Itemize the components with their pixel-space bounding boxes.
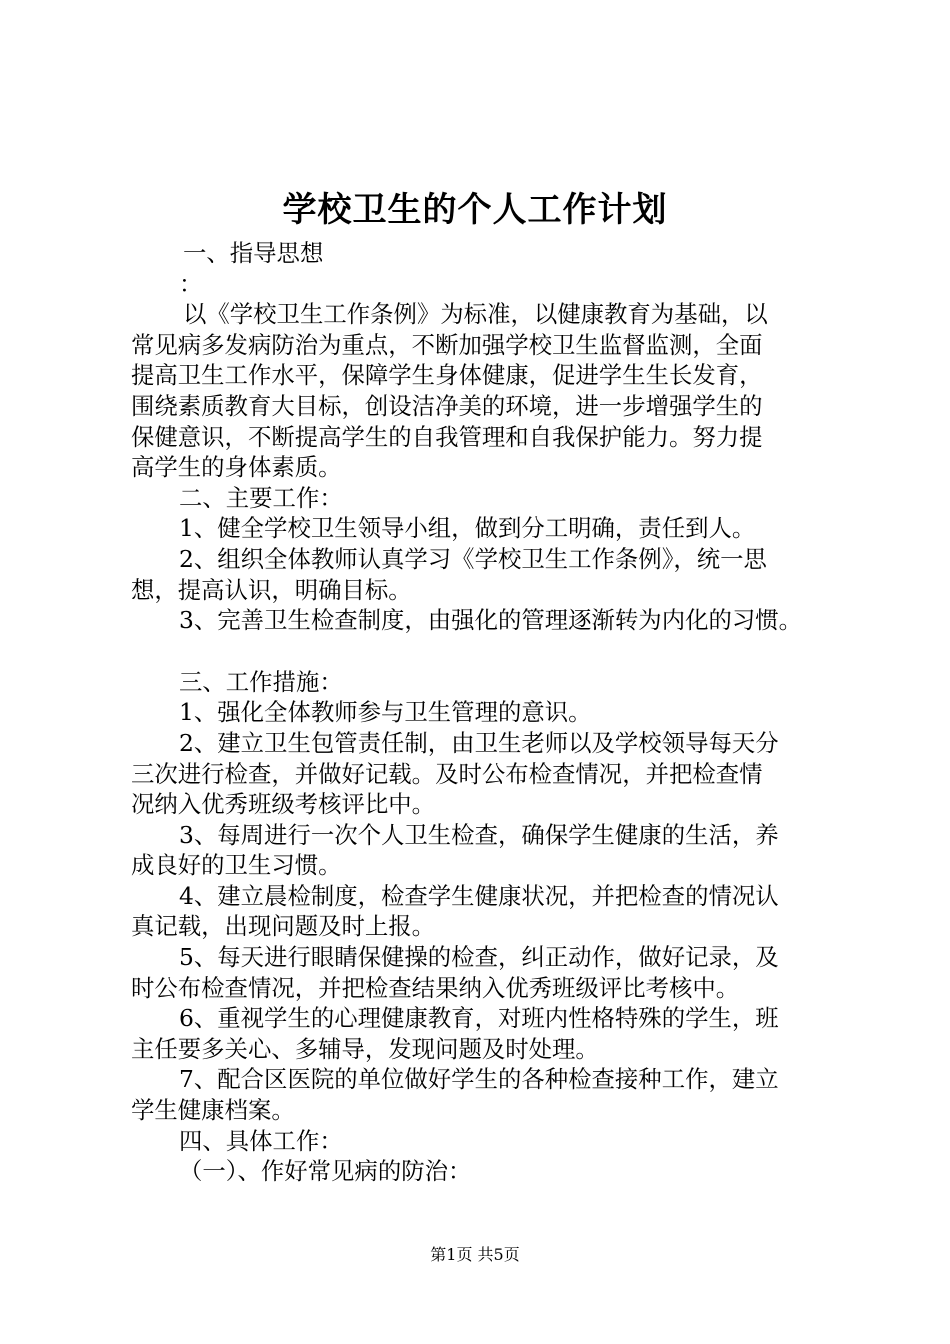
text-line: 三次进行检查，并做好记载。及时公布检查情况，并把检查情	[131, 759, 763, 788]
text-line: 6、重视学生的心理健康教育，对班内性格特殊的学生，班	[179, 1004, 779, 1033]
text-line: 2、组织全体教师认真学习《学校卫生工作条例》，统一思	[179, 544, 767, 573]
text-line: 真记载，出现问题及时上报。	[131, 912, 436, 941]
text-line: 3、每周进行一次个人卫生检查，确保学生健康的生活，养	[179, 820, 779, 849]
document-body	[131, 238, 831, 1187]
text-line: 1、强化全体教师参与卫生管理的意识。	[179, 698, 592, 727]
text-line: 提高卫生工作水平，保障学生身体健康，促进学生生长发育，	[131, 361, 763, 390]
text-line: 1、健全学校卫生领导小组，做到分工明确，责任到人。	[179, 514, 756, 543]
text-line: 保健意识，不断提高学生的自我管理和自我保护能力。努力提	[131, 422, 763, 451]
text-line: 时公布检查情况，并把检查结果纳入优秀班级评比考核中。	[131, 973, 740, 1002]
text-line: 况纳入优秀班级考核评比中。	[131, 790, 436, 819]
text-line: 成良好的卫生习惯。	[131, 851, 342, 880]
text-line: 3、完善卫生检查制度，由强化的管理逐渐转为内化的习惯。	[179, 606, 803, 635]
section-heading-4: 四、具体工作：	[179, 1126, 343, 1155]
text-line: ：	[179, 269, 203, 298]
text-line: 想，提高认识，明确目标。	[131, 575, 412, 604]
text-line: 2、建立卫生包管责任制，由卫生老师以及学校领导每天分	[179, 728, 779, 757]
section-heading-1: 一、指导思想	[183, 239, 324, 267]
page-footer: 第1页 共5页	[430, 1245, 520, 1264]
section-heading-3: 三、工作措施：	[179, 667, 343, 696]
blank-line	[131, 636, 831, 667]
text-line: 4、建立晨检制度，检查学生健康状况，并把检查的情况认	[179, 881, 779, 910]
text-line: 围绕素质教育大目标，创设洁净美的环境，进一步增强学生的	[131, 391, 763, 420]
text-line: 5、每天进行眼睛保健操的检查，纠正动作，做好记录，及	[179, 943, 779, 972]
text-line: 主任要多关心、多辅导，发现问题及时处理。	[131, 1034, 599, 1063]
text-line: 学生健康档案。	[131, 1096, 295, 1125]
text-line: 常见病多发病防治为重点，不断加强学校卫生监督监测，全面	[131, 330, 763, 359]
subsection-heading: （一）、作好常见病的防治：	[179, 1157, 472, 1186]
section-heading-2: 二、主要工作：	[179, 483, 343, 512]
text-line: 高学生的身体素质。	[131, 453, 342, 482]
text-line: 7、配合区医院的单位做好学生的各种检查接种工作，建立	[179, 1065, 779, 1094]
document-title: 学校卫生的个人工作计划	[282, 190, 668, 230]
text-line: 以《学校卫生工作条例》为标准，以健康教育为基础，以	[183, 300, 768, 329]
